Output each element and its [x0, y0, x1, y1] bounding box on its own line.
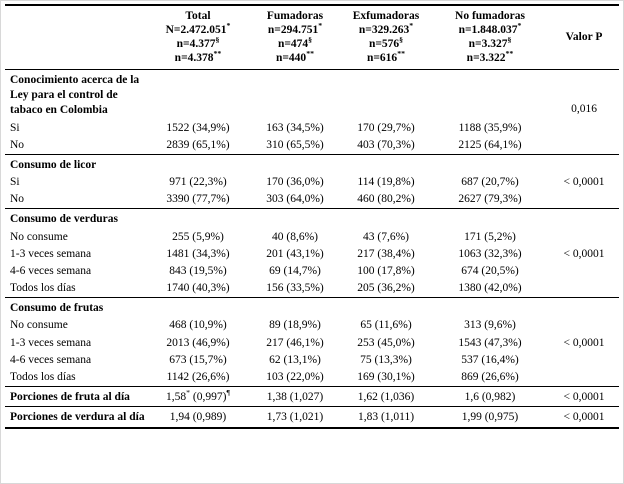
cell-value: 255 (5,9%): [172, 230, 224, 243]
p-value: 0,016: [549, 70, 619, 120]
column-header-fumadoras: Fumadoras n=294.751* n=474§ n=440**: [249, 5, 341, 70]
p-value: [549, 137, 619, 155]
cell-value: [341, 298, 431, 318]
table-row: [5, 246, 619, 263]
cell-value: 1740 (40,3%): [166, 282, 230, 295]
cell-value: 460 (80,2%): [357, 193, 415, 206]
cell-value: 2013 (46,9%): [166, 336, 230, 349]
cell-value: 1,94 (0,989): [147, 407, 249, 428]
table-row: [5, 137, 619, 155]
table-row: [5, 191, 619, 209]
row-label: Si: [10, 121, 20, 134]
cell-value: [431, 298, 549, 318]
cell-value: 253 (45,0%): [357, 336, 415, 349]
cell-value: [147, 154, 249, 174]
p-value: [549, 298, 619, 318]
row-label: Consumo de verduras: [5, 209, 147, 229]
cell-value: 468 (10,9%): [169, 319, 227, 332]
cell-value: [341, 154, 431, 174]
section-row: [5, 70, 619, 120]
row-label: Si: [10, 176, 20, 189]
column-header-no-fumadoras: No fumadoras n=1.848.037* n=3.327§ n=3.322**: [431, 5, 549, 70]
table-header: [5, 5, 619, 70]
cell-value: [341, 209, 431, 229]
cell-value: 201 (43,1%): [266, 247, 324, 260]
row-label: No: [10, 138, 25, 151]
row-label: Todos los días: [10, 282, 76, 295]
cell-value: 100 (17,8%): [357, 264, 415, 277]
cell-value: 310 (65,5%): [266, 138, 324, 151]
column-header-exfumadoras: Exfumadoras n=329.263* n=576§ n=616**: [341, 5, 431, 70]
cell-value: 170 (29,7%): [357, 121, 415, 134]
cell-value: 971 (22,3%): [169, 176, 227, 189]
cell-value: 171 (5,2%): [464, 230, 516, 243]
cell-value: 1522 (34,9%): [166, 121, 230, 134]
row-label: No consume: [10, 230, 68, 243]
cell-value: 103 (22,0%): [266, 370, 324, 383]
cell-value: 1,58* (0,997)¶: [147, 387, 249, 407]
cell-value: 169 (30,1%): [357, 370, 415, 383]
cell-value: 1481 (34,3%): [166, 247, 230, 260]
cell-value: 89 (18,9%): [269, 319, 321, 332]
cell-value: 205 (36,2%): [357, 282, 415, 295]
cell-value: [431, 154, 549, 174]
p-value: [549, 120, 619, 137]
p-value: < 0,0001: [563, 336, 605, 349]
cell-value: 3390 (77,7%): [166, 193, 230, 206]
statistics-table: [5, 4, 619, 429]
p-value: < 0,0001: [563, 176, 605, 189]
p-value: [549, 280, 619, 298]
row-label: 1-3 veces semana: [10, 336, 92, 349]
header-row: [5, 5, 619, 70]
cell-value: 1,6 (0,982): [431, 387, 549, 407]
cell-value: 1,38 (1,027): [249, 387, 341, 407]
row-label: No: [10, 193, 25, 206]
cell-value: 537 (16,4%): [461, 353, 519, 366]
p-value: [549, 352, 619, 369]
cell-value: 1142 (26,6%): [166, 370, 230, 383]
cell-value: 43 (7,6%): [363, 230, 409, 243]
row-label: 4-6 veces semana: [10, 264, 92, 277]
cell-value: 303 (64,0%): [266, 193, 324, 206]
table-row: [5, 317, 619, 334]
cell-value: 217 (46,1%): [266, 336, 324, 349]
cell-value: [249, 209, 341, 229]
cell-value: 40 (8,6%): [272, 230, 318, 243]
cell-value: 62 (13,1%): [269, 353, 321, 366]
cell-value: 163 (34,5%): [266, 121, 324, 134]
p-value: [549, 191, 619, 209]
cell-value: 843 (19,5%): [169, 264, 227, 277]
table-row: [5, 352, 619, 369]
table-row: [5, 263, 619, 280]
cell-value: 2627 (79,3%): [458, 193, 522, 206]
table-row: [5, 229, 619, 246]
cell-value: 65 (11,6%): [360, 319, 412, 332]
cell-value: 2839 (65,1%): [166, 138, 230, 151]
cell-value: 1380 (42,0%): [458, 282, 522, 295]
cell-value: 1188 (35,9%): [458, 121, 522, 134]
table-body: [5, 70, 619, 428]
cell-value: 1,83 (1,011): [341, 407, 431, 428]
cell-value: 1,73 (1,021): [249, 407, 341, 428]
table-row: [5, 280, 619, 298]
row-label: Conocimiento acerca de la Ley para el control de tabaco en Colombia: [5, 70, 147, 120]
cell-value: 674 (20,5%): [461, 264, 519, 277]
p-value: [549, 369, 619, 387]
cell-value: [147, 70, 249, 120]
p-value: [549, 263, 619, 280]
cell-value: 69 (14,7%): [269, 264, 321, 277]
row-label: Consumo de licor: [5, 154, 147, 174]
cell-value: 2125 (64,1%): [458, 138, 522, 151]
cell-value: 1,62 (1,036): [341, 387, 431, 407]
cell-value: [431, 70, 549, 120]
p-value: [549, 209, 619, 229]
cell-value: 313 (9,6%): [464, 319, 516, 332]
row-label: Porciones de verdura al día: [5, 407, 147, 428]
cell-value: [341, 70, 431, 120]
cell-value: [431, 209, 549, 229]
row-label: Porciones de fruta al día: [5, 387, 147, 407]
cell-value: [249, 298, 341, 318]
section-row: [5, 298, 619, 318]
table-row: [5, 335, 619, 352]
cell-value: [147, 298, 249, 318]
section-row: [5, 407, 619, 428]
column-header-total: Total N=2.472.051* n=4.377§ n=4.378**: [147, 5, 249, 70]
cell-value: 1543 (47,3%): [458, 336, 522, 349]
cell-value: [249, 70, 341, 120]
row-label: Consumo de frutas: [5, 298, 147, 318]
cell-value: 1,99 (0,975): [431, 407, 549, 428]
cell-value: 1063 (32,3%): [458, 247, 522, 260]
p-value: < 0,0001: [549, 407, 619, 428]
cell-value: 687 (20,7%): [461, 176, 519, 189]
table-row: [5, 174, 619, 191]
section-row: [5, 387, 619, 407]
cell-value: 170 (36,0%): [266, 176, 324, 189]
cell-value: 403 (70,3%): [357, 138, 415, 151]
table-row: [5, 120, 619, 137]
section-row: [5, 209, 619, 229]
p-value: [549, 154, 619, 174]
cell-value: [249, 154, 341, 174]
cell-value: 75 (13,3%): [360, 353, 412, 366]
p-value: [549, 229, 619, 246]
row-label: No consume: [10, 319, 68, 332]
row-label: 1-3 veces semana: [10, 247, 92, 260]
cell-value: 114 (19,8%): [357, 176, 415, 189]
corner-header: [5, 5, 147, 70]
column-header-valor-p: Valor P: [549, 5, 619, 70]
p-value: < 0,0001: [563, 247, 605, 260]
cell-value: 673 (15,7%): [169, 353, 227, 366]
cell-value: 869 (26,6%): [461, 370, 519, 383]
cell-value: 217 (38,4%): [357, 247, 415, 260]
section-row: [5, 154, 619, 174]
row-label: Todos los días: [10, 370, 76, 383]
table-row: [5, 369, 619, 387]
p-value: < 0,0001: [549, 387, 619, 407]
cell-value: 156 (33,5%): [266, 282, 324, 295]
row-label: 4-6 veces semana: [10, 353, 92, 366]
p-value: [549, 317, 619, 334]
cell-value: [147, 209, 249, 229]
